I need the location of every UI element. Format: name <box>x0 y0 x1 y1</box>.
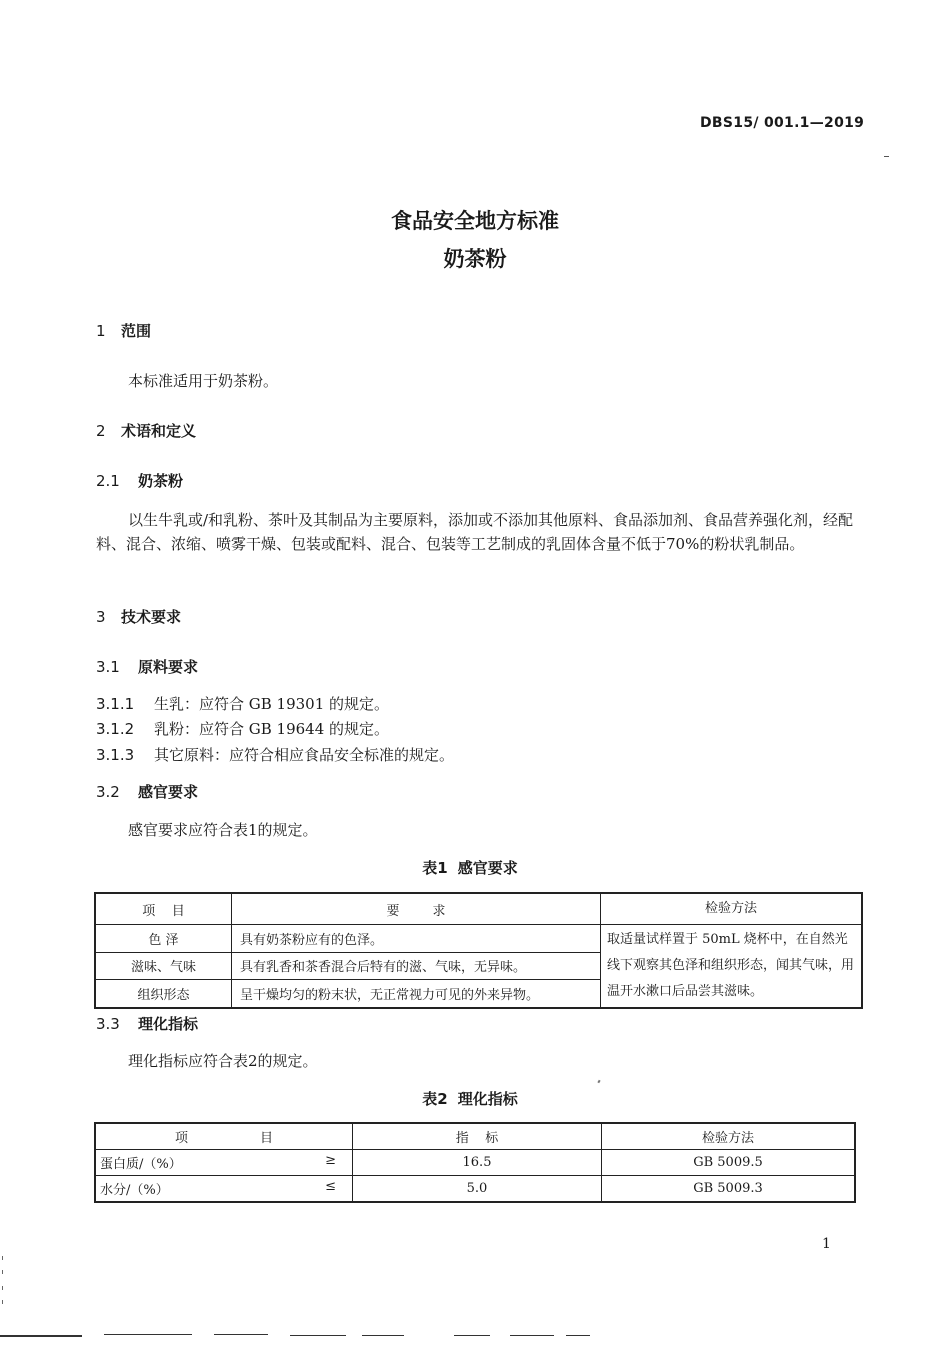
header-cell-item: 项 目 <box>95 893 232 925</box>
section-number: 2 <box>96 422 106 440</box>
caption-title: 感官要求 <box>457 859 518 877</box>
section-3-3-text: 理化指标应符合表2的规定。 <box>128 1052 318 1070</box>
item-cell: 组织形态 <box>95 980 232 1008</box>
list-item <box>96 693 389 714</box>
value-cell: 5.0 <box>353 1176 602 1203</box>
header-cell-requirement: 要 求 <box>232 893 601 925</box>
item-text: 生乳：应符合 GB 19301 的规定。 <box>154 695 390 713</box>
definition-text: 以生牛乳或/和乳粉、茶叶及其制品为主要原料，添加或不添加其他原料、食品添加剂、食品营养强化剂，经配料、混合、浓缩、喷雾干燥、包装或配料、混合、包装等工艺制成的乳固体含量不低于70%的粉状乳制品。 <box>96 511 854 553</box>
section-2-heading <box>96 420 196 441</box>
section-1-heading <box>96 320 151 341</box>
table-1-caption <box>0 857 940 878</box>
caption-title: 理化指标 <box>457 1090 518 1108</box>
section-title: 术语和定义 <box>121 422 197 440</box>
section-title: 奶茶粉 <box>138 472 184 490</box>
method-cell: GB 5009.3 <box>602 1176 856 1203</box>
requirement-cell: 具有奶茶粉应有的色泽。 <box>232 925 601 953</box>
method-cell: GB 5009.5 <box>602 1150 856 1176</box>
header-cell-method: 检验方法 <box>601 893 863 925</box>
requirement-cell: 具有乳香和茶香混合后特有的滋、气味，无异味。 <box>232 952 601 980</box>
section-3-2-heading <box>96 781 198 802</box>
comparison-symbol: ≤ <box>325 1179 336 1194</box>
section-number: 3.3 <box>96 1015 120 1033</box>
section-number: 3.1 <box>96 658 120 676</box>
section-3-2-text: 感官要求应符合表1的规定。 <box>128 821 318 839</box>
method-cell: 取适量试样置于 50mL 烧杯中，在自然光线下观察其色泽和组织形态，闻其气味，用温开水漱口后品尝其滋味。 <box>601 925 863 1009</box>
header-cell-item: 项 目 <box>95 1123 353 1150</box>
table-header-row <box>95 893 862 925</box>
item-number: 3.1.3 <box>96 746 135 764</box>
scan-mark <box>884 156 889 157</box>
value-cell: 16.5 <box>353 1150 602 1176</box>
list-item <box>96 744 454 765</box>
section-title: 感官要求 <box>138 783 199 801</box>
section-number: 1 <box>96 322 106 340</box>
comparison-symbol: ≥ <box>325 1153 336 1168</box>
section-3-3-heading <box>96 1013 198 1034</box>
document-code: DBS15/ 001.1—2019 <box>700 115 865 131</box>
item-cell: 蛋白质/（%） ≥ <box>95 1150 353 1176</box>
requirement-cell: 呈干燥均匀的粉末状，无正常视力可见的外来异物。 <box>232 980 601 1008</box>
section-number: 3.2 <box>96 783 120 801</box>
item-text: 其它原料：应符合相应食品安全标准的规定。 <box>154 746 455 764</box>
item-cell: 水分/（%） ≤ <box>95 1176 353 1203</box>
item-number: 3.1.2 <box>96 720 135 738</box>
table-header-row <box>95 1123 855 1150</box>
caption-number: 表2 <box>422 1090 448 1108</box>
item-cell: 滋味、气味 <box>95 952 232 980</box>
header-cell-index: 指 标 <box>353 1123 602 1150</box>
page-number: 1 <box>822 1236 831 1252</box>
page-subtitle: 奶茶粉 <box>443 247 507 271</box>
section-title: 理化指标 <box>138 1015 199 1033</box>
section-2-1-heading <box>96 470 183 491</box>
header-cell-method: 检验方法 <box>602 1123 856 1150</box>
page-title: 食品安全地方标准 <box>391 209 559 233</box>
section-title: 原料要求 <box>138 658 199 676</box>
scan-mark <box>597 1080 600 1084</box>
physicochemical-table <box>94 1122 856 1203</box>
section-title: 范围 <box>121 322 152 340</box>
item-text: 乳粉：应符合 GB 19644 的规定。 <box>154 720 390 738</box>
list-item <box>96 718 389 739</box>
table-row <box>95 1150 855 1176</box>
table-row <box>95 925 862 953</box>
table-row <box>95 1176 855 1203</box>
section-3-heading <box>96 606 181 627</box>
caption-number: 表1 <box>422 859 448 877</box>
item-cell: 色 泽 <box>95 925 232 953</box>
section-3-1-heading <box>96 656 198 677</box>
item-number: 3.1.1 <box>96 695 135 713</box>
section-number: 2.1 <box>96 472 120 490</box>
section-title: 技术要求 <box>121 608 182 626</box>
section-1-text: 本标准适用于奶茶粉。 <box>128 372 279 390</box>
section-number: 3 <box>96 608 106 626</box>
sensory-table <box>94 892 863 1009</box>
table-2-caption <box>0 1088 940 1109</box>
